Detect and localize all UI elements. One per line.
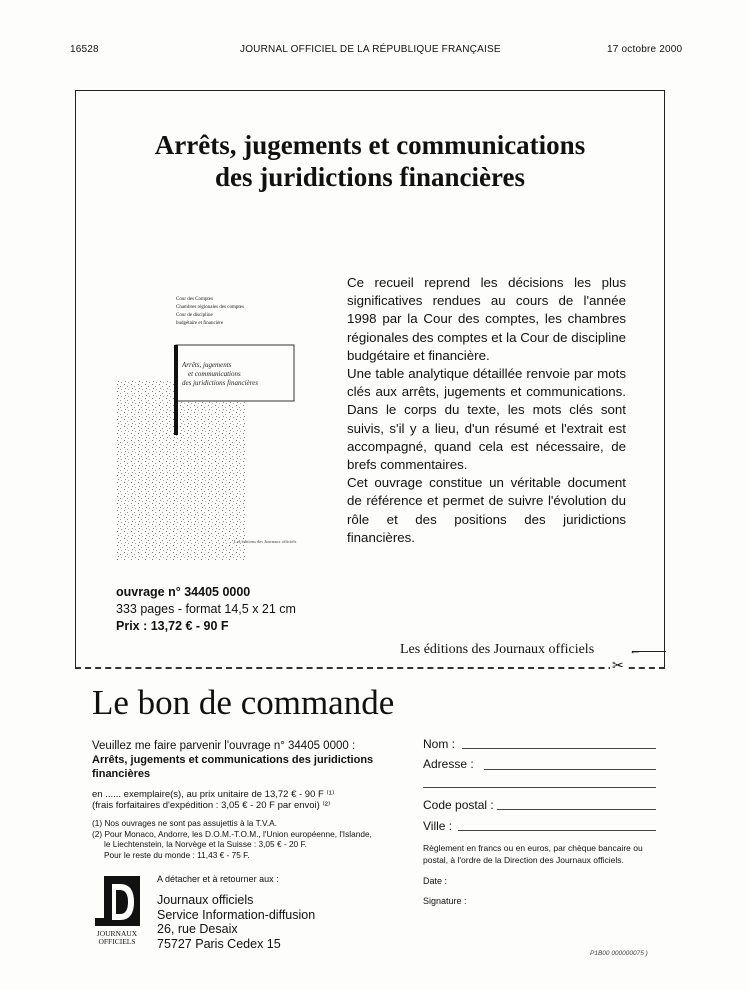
publisher-name: Les éditions des Journaux officiels bbox=[400, 642, 595, 657]
signature-label: Signature : bbox=[423, 896, 467, 906]
return-address bbox=[157, 893, 315, 951]
page-number: 16528 bbox=[70, 44, 99, 55]
nom-label: Nom : bbox=[423, 737, 456, 751]
ad-title-line2: des juridictions financières bbox=[215, 162, 525, 192]
book-cover-image bbox=[116, 285, 306, 565]
cover-title-text: Arrêts, jugements bbox=[182, 361, 232, 369]
svg-text:JOURNAUX: JOURNAUX bbox=[96, 929, 138, 938]
cover-footer-text: Les éditions des Journaux officiels bbox=[234, 539, 297, 544]
issue-date: 17 octobre 2000 bbox=[607, 44, 683, 55]
ville-field[interactable] bbox=[458, 830, 656, 831]
cover-header-text: Cour des Comptes bbox=[176, 297, 213, 302]
note-line: (2) Pour Monaco, Andorre, les D.O.M.-T.O.M., l'Union européenne, l'Islande, bbox=[92, 828, 372, 839]
journaux-officiels-logo bbox=[92, 876, 142, 946]
ad-title-line1: Arrêts, jugements et communications bbox=[154, 130, 586, 160]
form-code: P1B00 000000075 ) bbox=[590, 950, 648, 957]
order-fees: (frais forfaitaires d'expédition : 3,05 € - 20 F par envoi) ⁽²⁾ bbox=[92, 800, 331, 811]
book-cover bbox=[116, 285, 306, 565]
cover-header-text: Cour de discipline bbox=[176, 313, 213, 318]
cover-title-text: et communications bbox=[188, 370, 241, 378]
journal-title: JOURNAL OFFICIEL DE LA RÉPUBLIQUE FRANÇAISE bbox=[240, 44, 501, 55]
book-price: Prix : 13,72 € - 90 F bbox=[116, 619, 229, 633]
adresse-field-line2[interactable] bbox=[423, 787, 656, 788]
adresse-label: Adresse : bbox=[423, 757, 474, 771]
book-format: 333 pages - format 14,5 x 21 cm bbox=[116, 602, 296, 616]
date-label: Date : bbox=[423, 876, 448, 886]
payment-instructions: Règlement en francs ou en euros, par chèque bancaire ou postal, à l'ordre de la Direction des Journaux officiels. bbox=[423, 843, 643, 865]
note-line: Pour le reste du monde : 11,43 € - 75 F. bbox=[104, 849, 250, 860]
cover-header-text: Chambres régionales des comptes bbox=[176, 305, 244, 310]
arrow-left-icon: ← bbox=[629, 643, 641, 657]
address-line: 75727 Paris Cedex 15 bbox=[157, 936, 281, 951]
description-paragraph: Une table analytique détaillée renvoie par mots clés aux arrêts, jugements et communications. Dans le corps du texte, les mots clés sont suivis, s'il y a lieu, d'un résumé et l'extrait est accompagné, quand cela est nécessaire, de brefs commentaires. bbox=[347, 366, 626, 473]
nom-field[interactable] bbox=[462, 748, 656, 749]
book-reference: ouvrage n° 34405 0000 bbox=[116, 585, 251, 599]
address-line: Service Information-diffusion bbox=[157, 907, 316, 922]
description-paragraph: Ce recueil reprend les décisions les plus significatives rendues au cours de l'année 1998 par la Cour des comptes, les chambres régionales des comptes et la Cour de discipline budgétaire et financière. bbox=[347, 275, 626, 363]
order-copies: en ...... exemplaire(s), au prix unitaire de 13,72 € - 90 F ⁽¹⁾ bbox=[92, 789, 335, 800]
address-line: 26, rue Desaix bbox=[157, 922, 238, 936]
scissors-icon: ✂ bbox=[612, 657, 624, 673]
address-line: Journaux officiels bbox=[157, 893, 254, 907]
cover-header-text: budgétaire et financière bbox=[176, 321, 224, 326]
order-left-column bbox=[92, 739, 397, 781]
cover-title-text: des juridictions financières bbox=[182, 379, 258, 387]
cut-line bbox=[75, 667, 665, 669]
detach-instruction: A détacher et à retourner aux : bbox=[157, 874, 279, 884]
description-paragraph: Cet ouvrage constitue un véritable document de référence et permet de suivre l'évolution du rôle et des positions des juridictions financières. bbox=[347, 475, 626, 545]
ville-label: Ville : bbox=[423, 819, 453, 833]
note-line: le Liechtenstein, la Norvège et la Suisse : 3,05 € - 20 F. bbox=[104, 839, 307, 849]
order-book-title: Arrêts, jugements et communications des juridictions financières bbox=[92, 754, 374, 780]
ad-description bbox=[347, 274, 626, 547]
order-notes bbox=[92, 818, 402, 860]
note-line: (1) Nos ouvrages ne sont pas assujettis à la T.V.A. bbox=[92, 818, 277, 828]
adresse-field[interactable] bbox=[484, 769, 656, 770]
order-form-title: Le bon de commande bbox=[92, 683, 395, 722]
code-postal-label: Code postal : bbox=[423, 798, 494, 812]
code-postal-field[interactable] bbox=[497, 809, 656, 810]
order-intro: Veuillez me faire parvenir l'ouvrage n° 34405 0000 : bbox=[92, 740, 356, 752]
svg-text:OFFICIELS: OFFICIELS bbox=[98, 937, 136, 946]
